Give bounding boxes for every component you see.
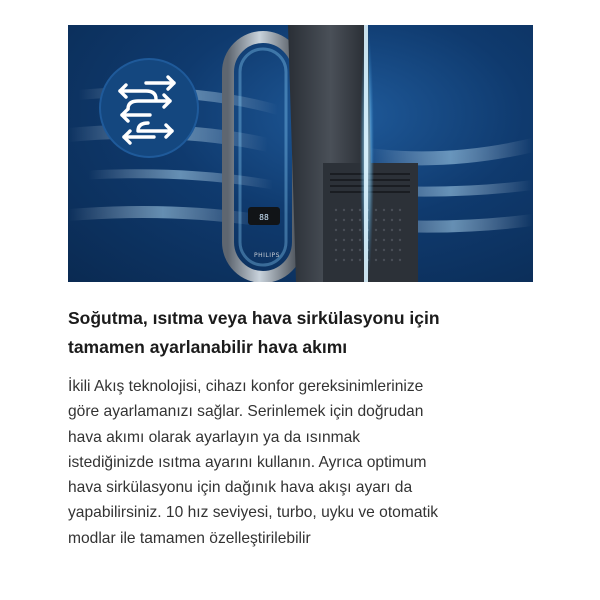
- description-line: modlar ile tamamen özelleştirilebilir: [68, 529, 311, 547]
- description-line: hava sirkülasyonu için dağınık hava akışı ayarı da: [68, 479, 413, 497]
- description-line: İkili Akış teknolojisi, cihazı konfor gereksinimlerinize: [68, 378, 424, 395]
- section-heading: [68, 304, 533, 362]
- description-paragraph: [68, 374, 538, 551]
- brand-mark: PHILIPS: [254, 252, 280, 259]
- description-line: hava akımı olarak ayarlayın ya da ısınmak: [68, 428, 361, 446]
- description-line: istediğinizde ısıtma ayarını kullanın. Ayrıca optimum: [68, 453, 427, 471]
- product-hero-image: [68, 25, 533, 282]
- fan-loop: [228, 37, 298, 277]
- description-line: yapabilirsiniz. 10 hız seviyesi, turbo, uyku ve otomatik: [68, 504, 439, 522]
- svg-text:88: 88: [259, 213, 269, 222]
- airflow-arrows-icon: [98, 57, 200, 159]
- description-line: göre ayarlamanızı sağlar. Serinlemek için doğrudan: [68, 403, 424, 421]
- heading-line: Soğutma, ısıtma veya hava sirkülasyonu için: [68, 308, 440, 328]
- heading-line: tamamen ayarlanabilir hava akımı: [68, 337, 348, 357]
